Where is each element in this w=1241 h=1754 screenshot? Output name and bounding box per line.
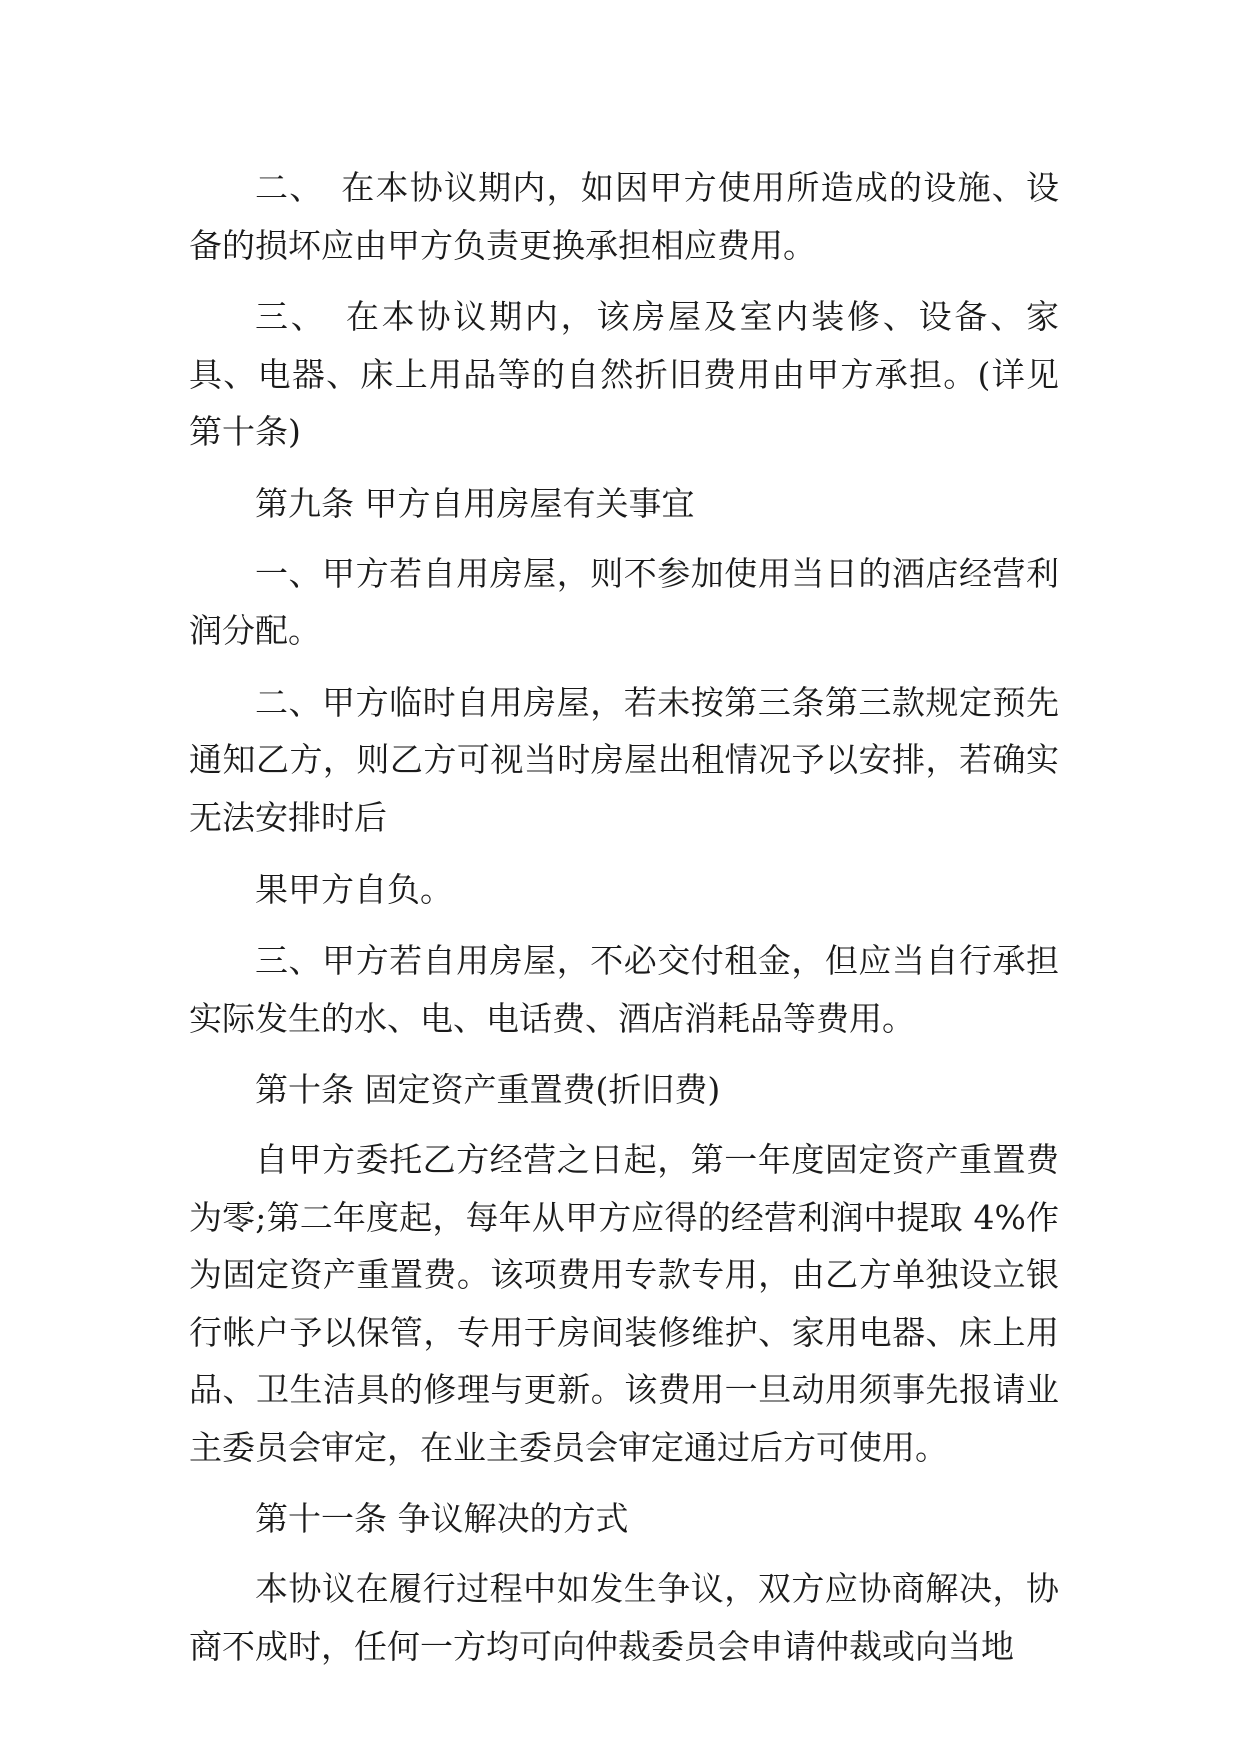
paragraph-clause-9-2-continued: 果甲方自负。: [255, 869, 453, 909]
heading-article-10: 第十条 固定资产重置费(折旧费): [255, 1070, 721, 1110]
paragraph-clause-8-3: 三、 在本协议期内，该房屋及室内装修、设备、家具、电器、床上用品等的自然折旧费用由甲方承担。(详见第十条): [189, 297, 1059, 452]
paragraph-clause-9-1: 一、甲方若自用房屋，则不参加使用当日的酒店经营利润分配。: [189, 553, 1059, 651]
paragraph-article-11-body: 本协议在履行过程中如发生争议，双方应协商解决，协商不成时，任何一方均可向仲裁委员会申请仲裁或向当地: [189, 1569, 1059, 1666]
paragraph-clause-9-2: 二、甲方临时自用房屋，若未按第三条第三款规定预先通知乙方，则乙方可视当时房屋出租情况予以安排，若确实无法安排时后: [189, 682, 1059, 837]
heading-article-11: 第十一条 争议解决的方式: [255, 1499, 629, 1539]
document-body: [189, 159, 1059, 1689]
paragraph-clause-8-2: 二、 在本协议期内，如因甲方使用所造成的设施、设备的损坏应由甲方负责更换承担相应费用。: [189, 168, 1059, 265]
paragraph-article-10-body: 自甲方委托乙方经营之日起，第一年度固定资产重置费为零;第二年度起，每年从甲方应得的经营利润中提取 4%作为固定资产重置费。该项费用专款专用，由乙方单独设立银行帐户予以保管，专用于房间装修维护、家用电器、床上用品、卫生洁具的修理与更新。该费用一旦动用须事先报请业主委员会审定，在业主委员会审定通过后方可使用。: [189, 1139, 1059, 1467]
paragraph-clause-9-3: 三、甲方若自用房屋，不必交付租金，但应当自行承担实际发生的水、电、电话费、酒店消耗品等费用。: [189, 941, 1059, 1038]
heading-article-9: 第九条 甲方自用房屋有关事宜: [255, 483, 695, 523]
